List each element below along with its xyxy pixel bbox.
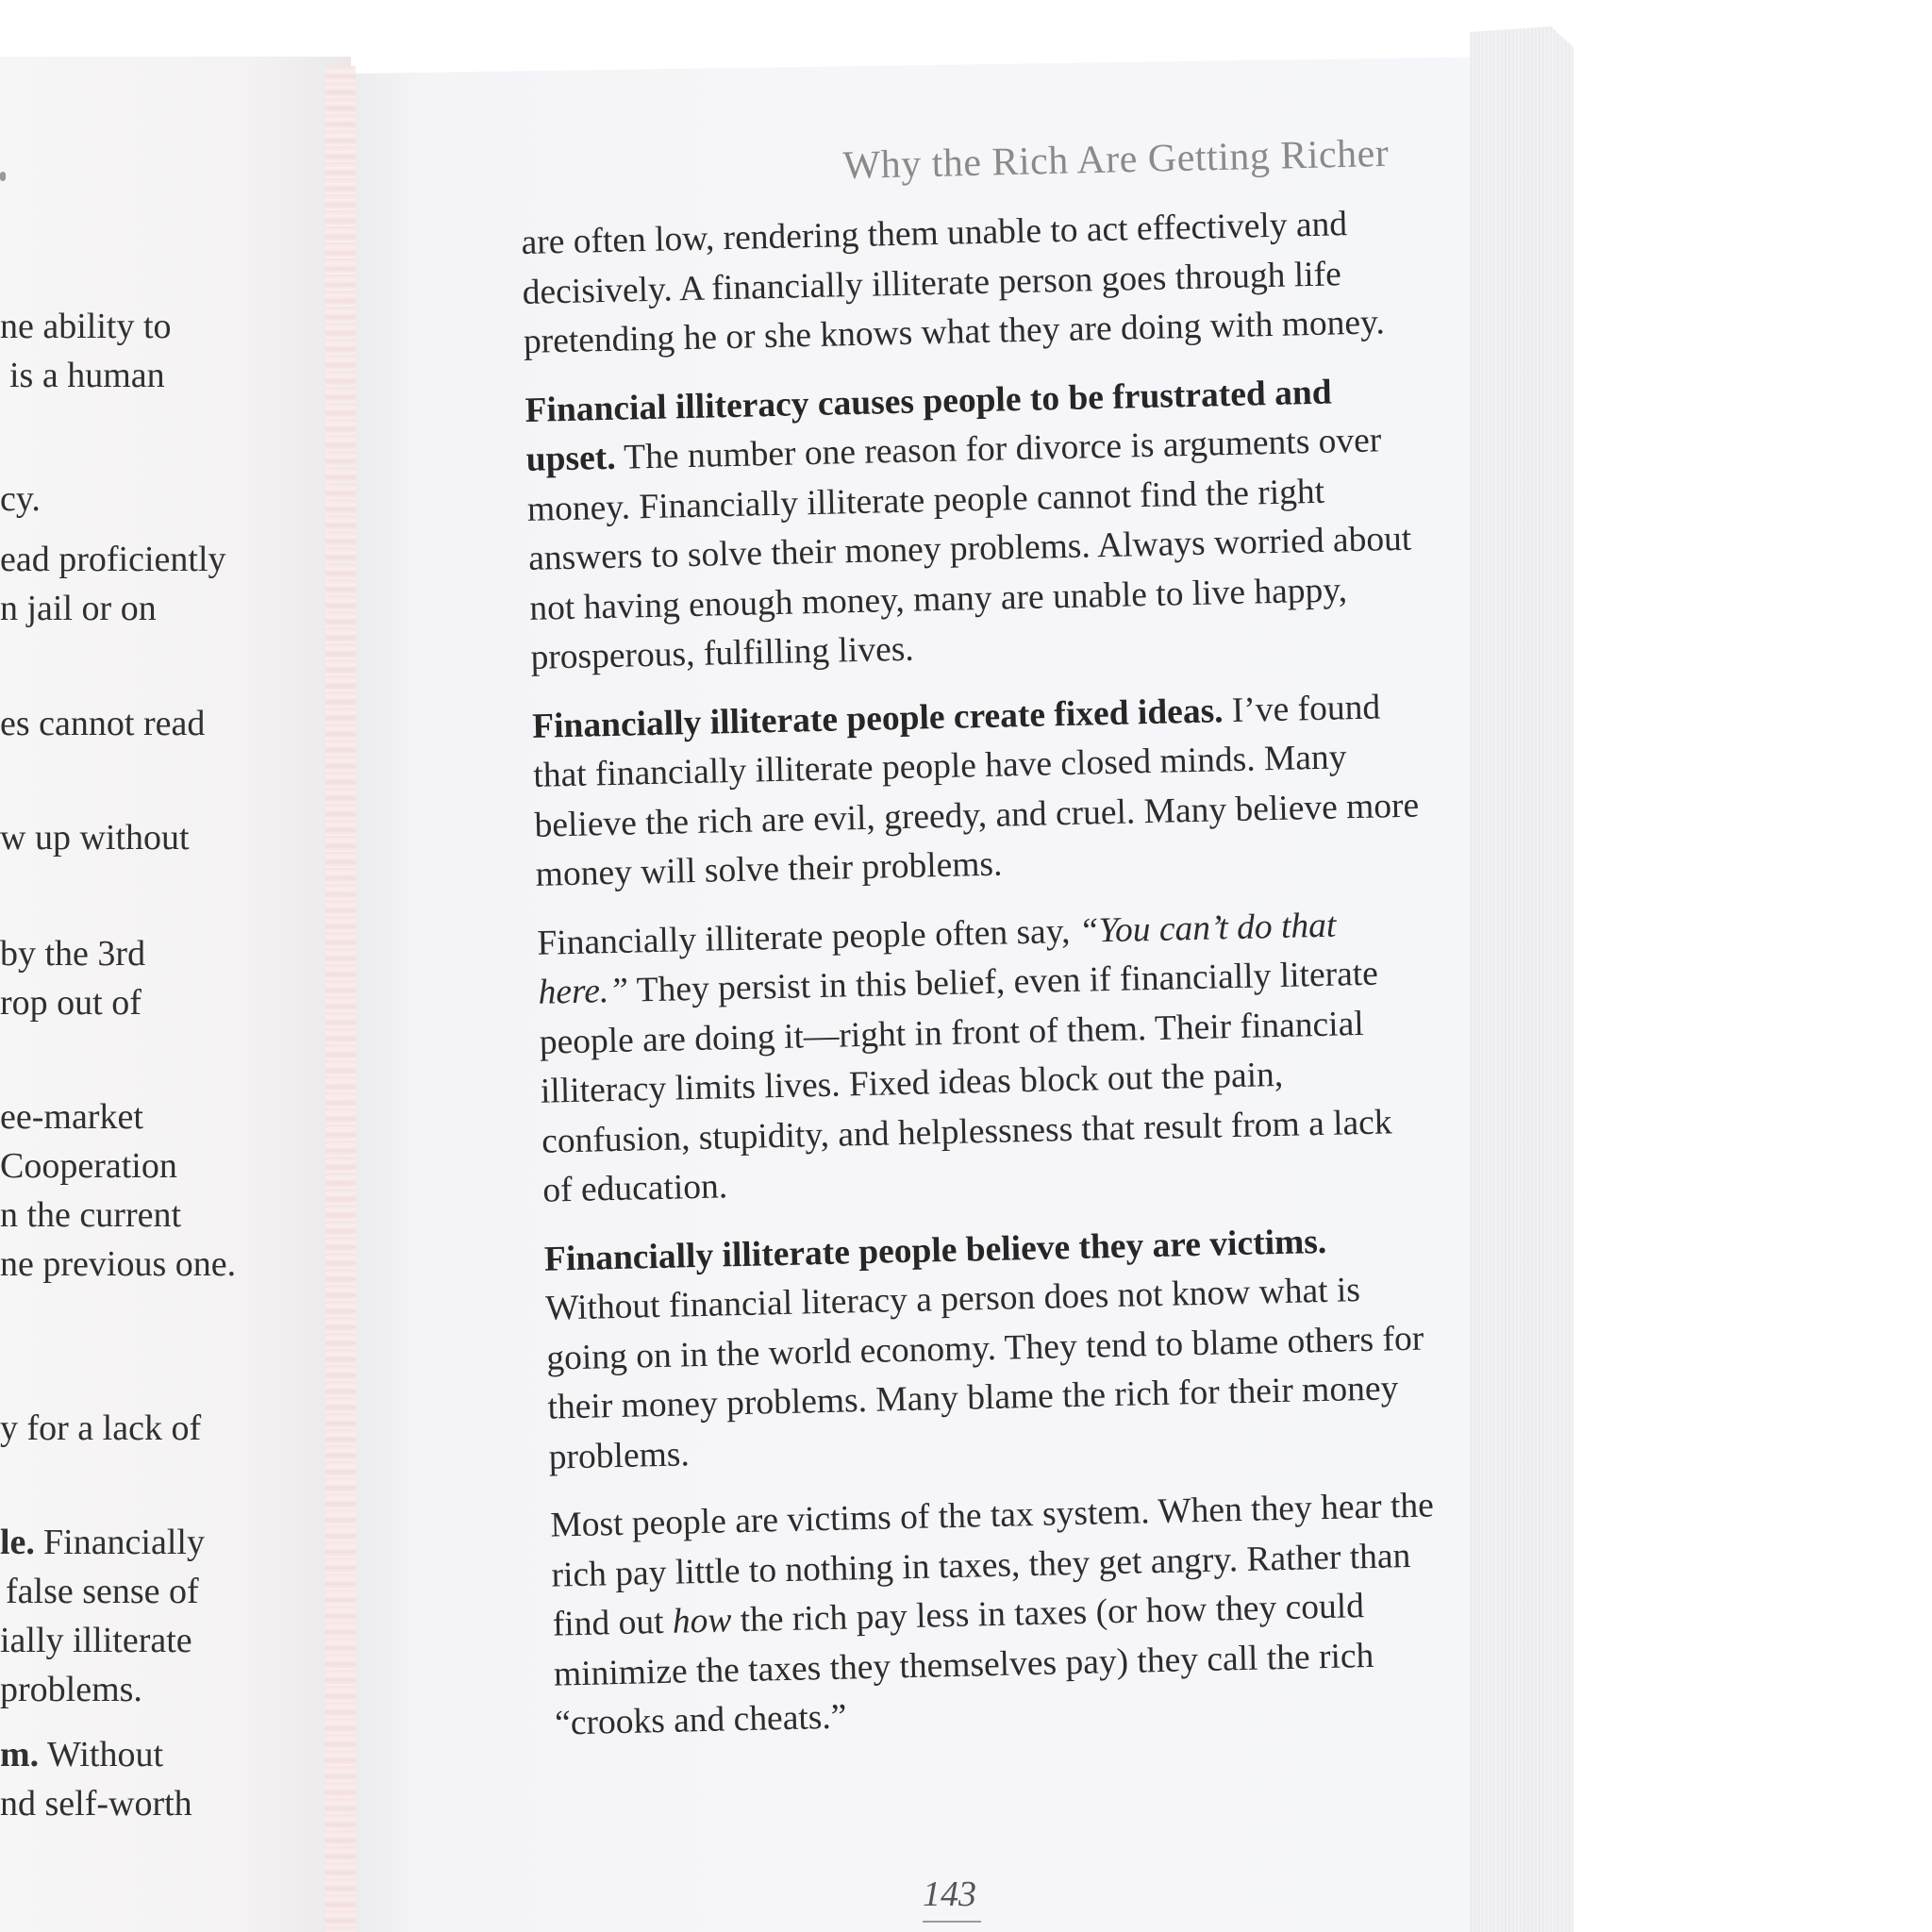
running-head: Why the Rich Are Getting Richer bbox=[842, 131, 1390, 188]
left-line: Without bbox=[47, 1735, 164, 1774]
paragraph-text: I’ve found that financially illiterate people have closed minds. Many believe the rich are evil, greedy, and cruel. Many believe more money will solve their problems. bbox=[532, 687, 1420, 894]
left-line: Cooperation bbox=[0, 1146, 177, 1186]
paragraph bbox=[537, 899, 1430, 1216]
left-line-bold: le. bbox=[0, 1523, 35, 1562]
paragraph-text: Most people are victims of the tax system. When they hear the rich pay little to nothing in taxes, they get angry. Rather than find out bbox=[549, 1486, 1435, 1644]
left-line: ially illiterate bbox=[0, 1621, 192, 1660]
paragraph-heading: Financial illiteracy causes people to be frustrated and upset. bbox=[525, 373, 1332, 479]
left-line: ead proficiently bbox=[0, 540, 226, 579]
left-line: w up without bbox=[0, 818, 190, 858]
left-line: problems. bbox=[0, 1670, 142, 1709]
paragraph-text: are often low, rendering them unable to act effectively and decisively. A financially illiterate person goes through life pretending he or she knows what they are doing with money. bbox=[521, 205, 1386, 361]
left-line: ne previous one. bbox=[0, 1244, 237, 1284]
page-number: 143 bbox=[923, 1874, 976, 1914]
paragraph-text: They persist in this belief, even if financially literate people are doing it—right in front of them. Their financial illiteracy limits lives. Fixed ideas block out the pain, confusion, stupidity, and helplessness that result from a lack of education. bbox=[539, 954, 1392, 1210]
paragraph-text: The number one reason for divorce is arguments over money. Financially illiterate people cannot find the right answers to solve their money problems. Always worried about not having enough money, many are unable to live happy, prosperous, fulfilling lives. bbox=[526, 421, 1412, 677]
paragraph-heading: Financially illiterate people believe they are victims. bbox=[543, 1222, 1327, 1279]
left-line: n jail or on bbox=[0, 589, 157, 628]
paragraph bbox=[543, 1215, 1436, 1483]
emphasis-text: how bbox=[672, 1601, 732, 1641]
page-number-rule bbox=[923, 1921, 981, 1923]
left-line: ne ability to bbox=[0, 307, 172, 346]
left-line: rop out of bbox=[0, 983, 142, 1023]
left-line: cy. bbox=[0, 479, 41, 519]
left-line: es cannot read bbox=[0, 704, 206, 743]
paragraph bbox=[532, 682, 1424, 900]
quote-text: “You can’t do that here.” bbox=[538, 906, 1337, 1012]
left-line: y for a lack of bbox=[0, 1408, 202, 1448]
paragraph bbox=[550, 1481, 1442, 1749]
paragraph-text: Without financial literacy a person does not know what is going on in the world economy. They tend to blame others for their money problems. Many blame the rich for their money problems. bbox=[544, 1271, 1424, 1477]
paragraph-text: the rich pay less in taxes (or how they could minimize the taxes they themselves pay) they call the rich “crooks and cheats.” bbox=[553, 1587, 1374, 1743]
left-line: false sense of bbox=[6, 1572, 199, 1611]
left-page-mark bbox=[0, 172, 6, 181]
left-line-bold: m. bbox=[0, 1735, 40, 1774]
left-line: Financially bbox=[43, 1523, 205, 1562]
paragraph bbox=[525, 366, 1418, 683]
paragraph-text: Financially illiterate people often say, bbox=[536, 911, 1080, 963]
left-line: is a human bbox=[9, 356, 165, 395]
paragraph bbox=[521, 199, 1410, 368]
left-line: ee-market bbox=[0, 1097, 143, 1137]
right-page-body bbox=[521, 199, 1442, 1768]
left-line: n the current bbox=[0, 1195, 182, 1235]
left-line: nd self-worth bbox=[0, 1784, 192, 1824]
paragraph-heading: Financially illiterate people create fixed ideas. bbox=[531, 691, 1224, 746]
left-line: by the 3rd bbox=[0, 934, 146, 974]
